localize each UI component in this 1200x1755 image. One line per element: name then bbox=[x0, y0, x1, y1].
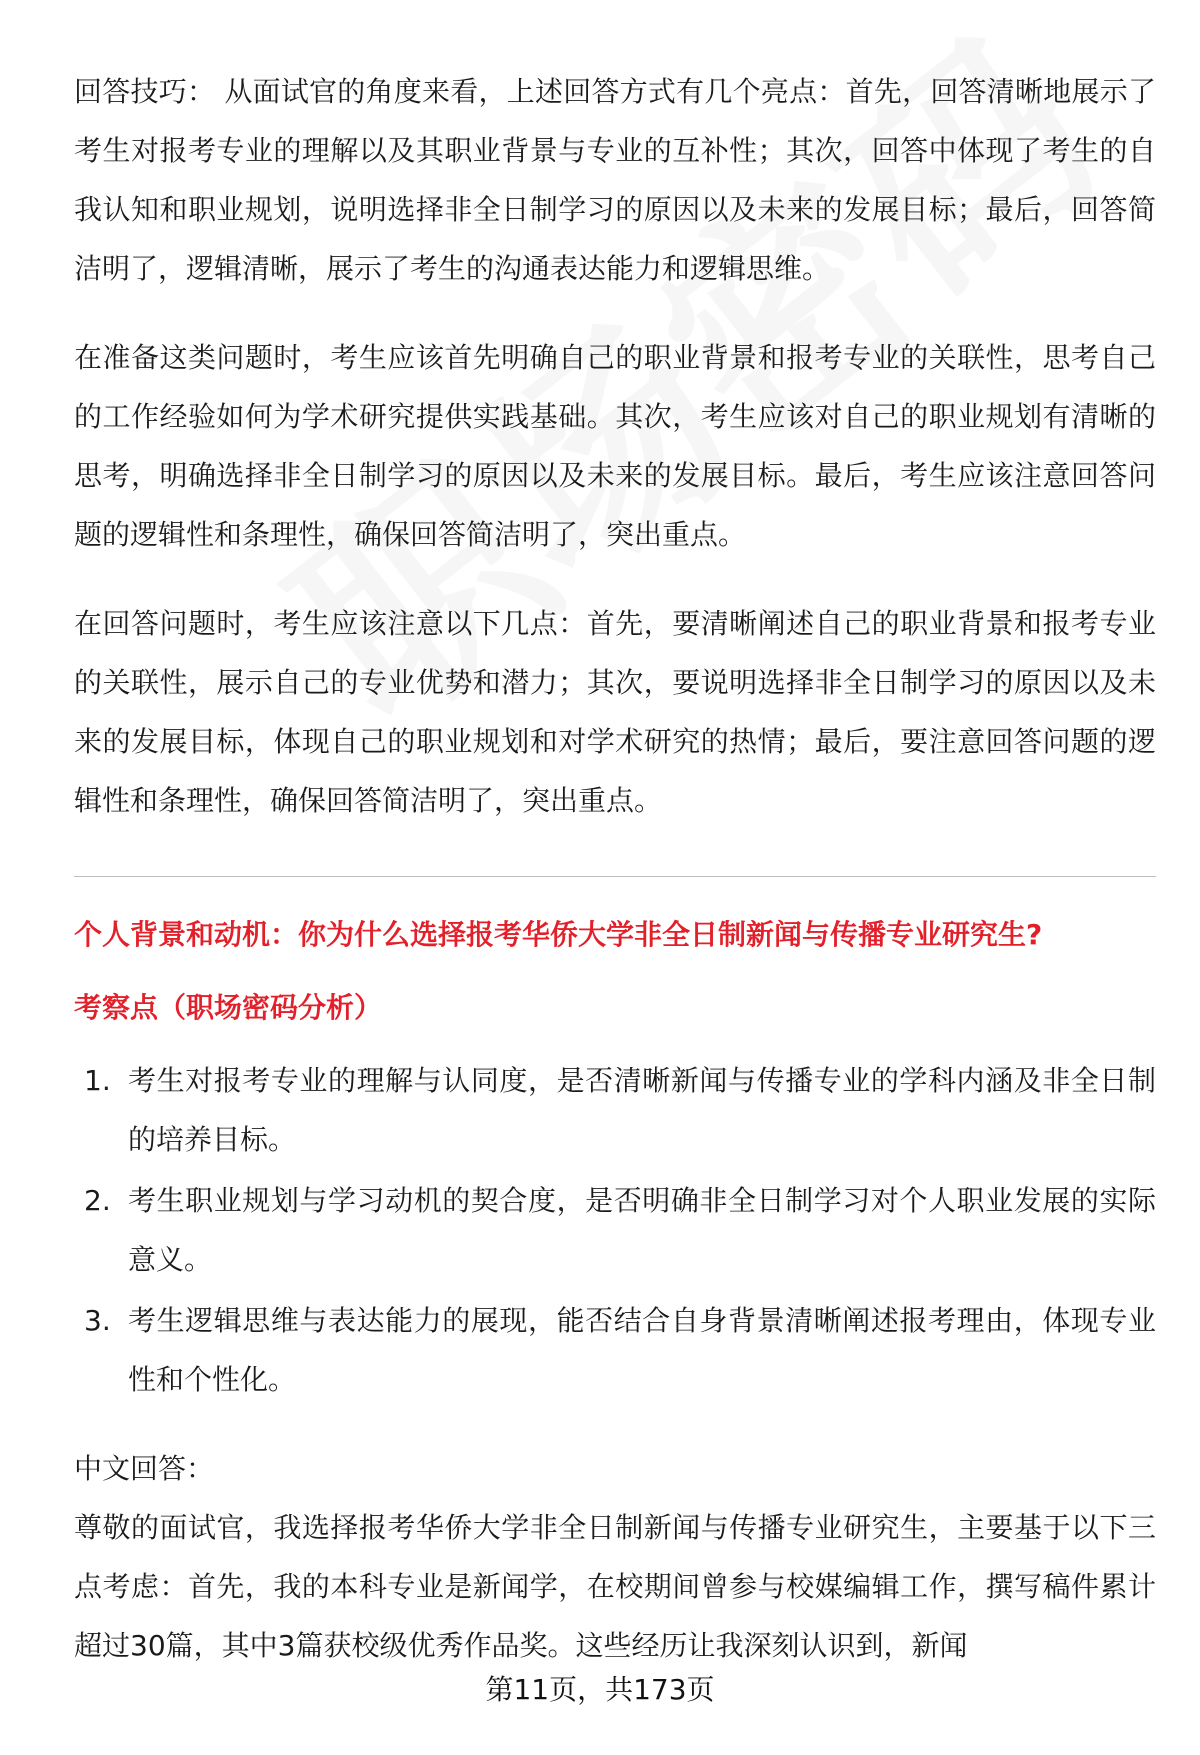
list-item-text: 考生对报考专业的理解与认同度，是否清晰新闻与传播专业的学科内涵及非全日制的培养目标。 bbox=[128, 1064, 1156, 1156]
assessment-points-list bbox=[74, 1051, 1156, 1409]
preparation-paragraph: 在准备这类问题时，考生应该首先明确自己的职业背景和报考专业的关联性，思考自己的工作经验如何为学术研究提供实践基础。其次，考生应该对自己的职业规划有清晰的思考，明确选择非全日制学习的原因以及未来的发展目标。最后，考生应该注意回答问题的逻辑性和条理性，确保回答简洁明了，突出重点。 bbox=[74, 341, 1156, 551]
answering-notes-paragraph: 在回答问题时，考生应该注意以下几点：首先，要清晰阐述自己的职业背景和报考专业的关联性，展示自己的专业优势和潜力；其次，要说明选择非全日制学习的原因以及未来的发展目标，体现自己的职业规划和对学术研究的热情；最后，要注意回答问题的逻辑性和条理性，确保回答简洁明了，突出重点。 bbox=[74, 607, 1156, 817]
list-item bbox=[74, 1051, 1156, 1169]
list-item bbox=[74, 1171, 1156, 1289]
page-content bbox=[74, 62, 1156, 1675]
list-item-number: 1. bbox=[84, 1064, 111, 1097]
answer-text: 尊敬的面试官，我选择报考华侨大学非全日制新闻与传播专业研究生，主要基于以下三点考虑：首先，我的本科专业是新闻学，在校期间曾参与校媒编辑工作，撰写稿件累计超过30篇，其中3篇获校级优秀作品奖。这些经历让我深刻认识到，新闻 bbox=[74, 1511, 1156, 1662]
list-item-number: 2. bbox=[84, 1184, 111, 1217]
list-item-text: 考生逻辑思维与表达能力的展现，能否结合自身背景清晰阐述报考理由，体现专业性和个性化。 bbox=[128, 1304, 1156, 1396]
page-footer: 第11页，共173页 bbox=[0, 1670, 1200, 1710]
question-title: 个人背景和动机：你为什么选择报考华侨大学非全日制新闻与传播专业研究生? bbox=[74, 918, 1043, 951]
list-item-number: 3. bbox=[84, 1304, 111, 1337]
question-subtitle: 考察点（职场密码分析） bbox=[74, 991, 383, 1024]
answer-label: 中文回答： bbox=[74, 1452, 215, 1485]
list-item-text: 考生职业规划与学习动机的契合度，是否明确非全日制学习对个人职业发展的实际意义。 bbox=[128, 1184, 1156, 1276]
tip-paragraph: 回答技巧： 从面试官的角度来看，上述回答方式有几个亮点：首先，回答清晰地展示了考生对报考专业的理解以及其职业背景与专业的互补性；其次，回答中体现了考生的自我认知和职业规划，说明选择非全日制学习的原因以及未来的发展目标；最后，回答简洁明了，逻辑清晰，展示了考生的沟通表达能力和逻辑思维。 bbox=[74, 75, 1156, 285]
section-divider bbox=[74, 876, 1156, 877]
list-item bbox=[74, 1291, 1156, 1409]
